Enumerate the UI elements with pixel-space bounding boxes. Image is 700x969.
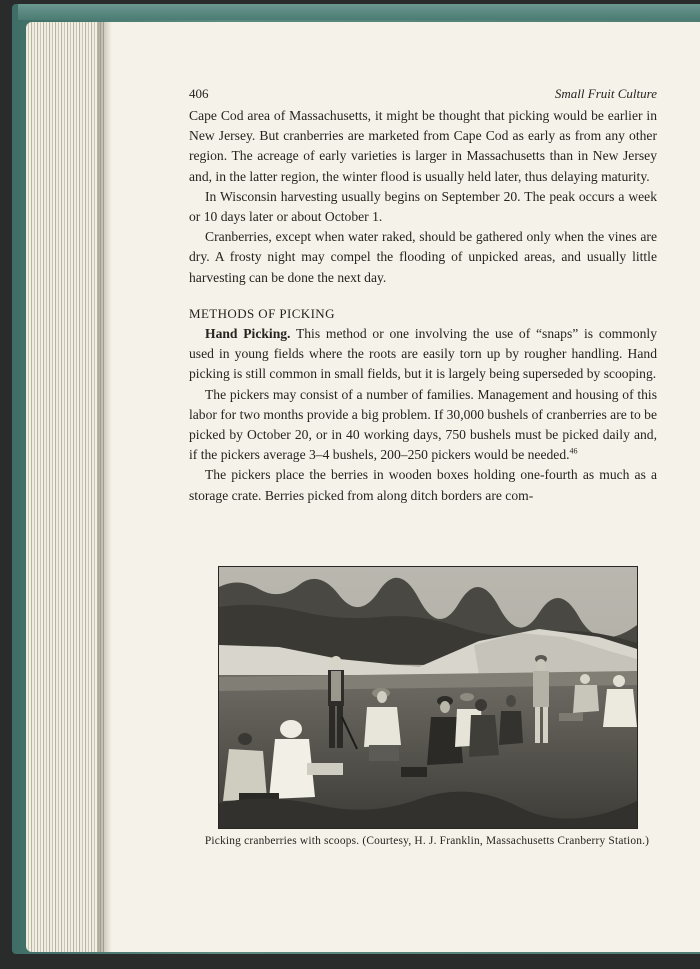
- photo-illustration: [219, 567, 637, 828]
- running-head: [189, 84, 657, 104]
- berry-box: [307, 763, 343, 775]
- paragraph-5-text: The pickers may consist of a number of families. Management and housing of this labor for two months provide a big problem. If 30,000 bushels of cranberries are to be picked by October 20, or in 40 working days, 750 bushels must be picked daily and, if the pickers average 3–4 bushels, 200–250 pickers would be needed.: [189, 386, 657, 463]
- paragraph-1: Cape Cod area of Massachusetts, it might be thought that picking would be earlier in New Jersey. But cranberries are marketed from Cape Cod as early as from any other region. The acreage of early varieties is larger in Massachusetts than in New Jersey and, in the latter region, the winter flood is usually held later, thus delaying maturity.: [189, 108, 657, 184]
- paragraph-2: In Wisconsin harvesting usually begins on September 20. The peak occurs a week or 10 days later or about October 1.: [189, 188, 657, 225]
- gutter-shadow: [98, 22, 112, 952]
- page-edges: [26, 22, 106, 952]
- figure-caption: Picking cranberries with scoops. (Courtesy, H. J. Franklin, Massachusetts Cranberry Station.): [204, 835, 650, 847]
- run-in-heading: Hand Picking.: [205, 326, 291, 342]
- paragraph-6: The pickers place the berries in wooden boxes holding one-fourth as much as a storage crate. Berries picked from along ditch borders are com-: [189, 467, 657, 503]
- book-cover-top-edge: [18, 4, 700, 20]
- page-text-block: [189, 84, 657, 506]
- paragraph-4: [189, 324, 657, 385]
- page-number: 406: [189, 86, 209, 101]
- running-title: Small Fruit Culture: [554, 86, 657, 101]
- berry-box-dark: [401, 767, 427, 777]
- paragraph-3: Cranberries, except when water raked, should be gathered only when the vines are dry. A frosty night may compel the flooding of unpicked areas, and usually little harvesting can be done the next day.: [189, 229, 657, 285]
- paragraph-5: [189, 385, 657, 466]
- cranberry-pickers-photo: [218, 566, 638, 829]
- paragraph-4-text: This method or one involving the use of “snaps” is commonly used in young fields where the roots are easily torn up by rougher handling. Hand picking is still common in small fields, but it is largely being superseded by scooping.: [189, 326, 657, 382]
- section-heading: METHODS OF PICKING: [189, 305, 335, 321]
- footnote-ref: 46: [569, 446, 578, 456]
